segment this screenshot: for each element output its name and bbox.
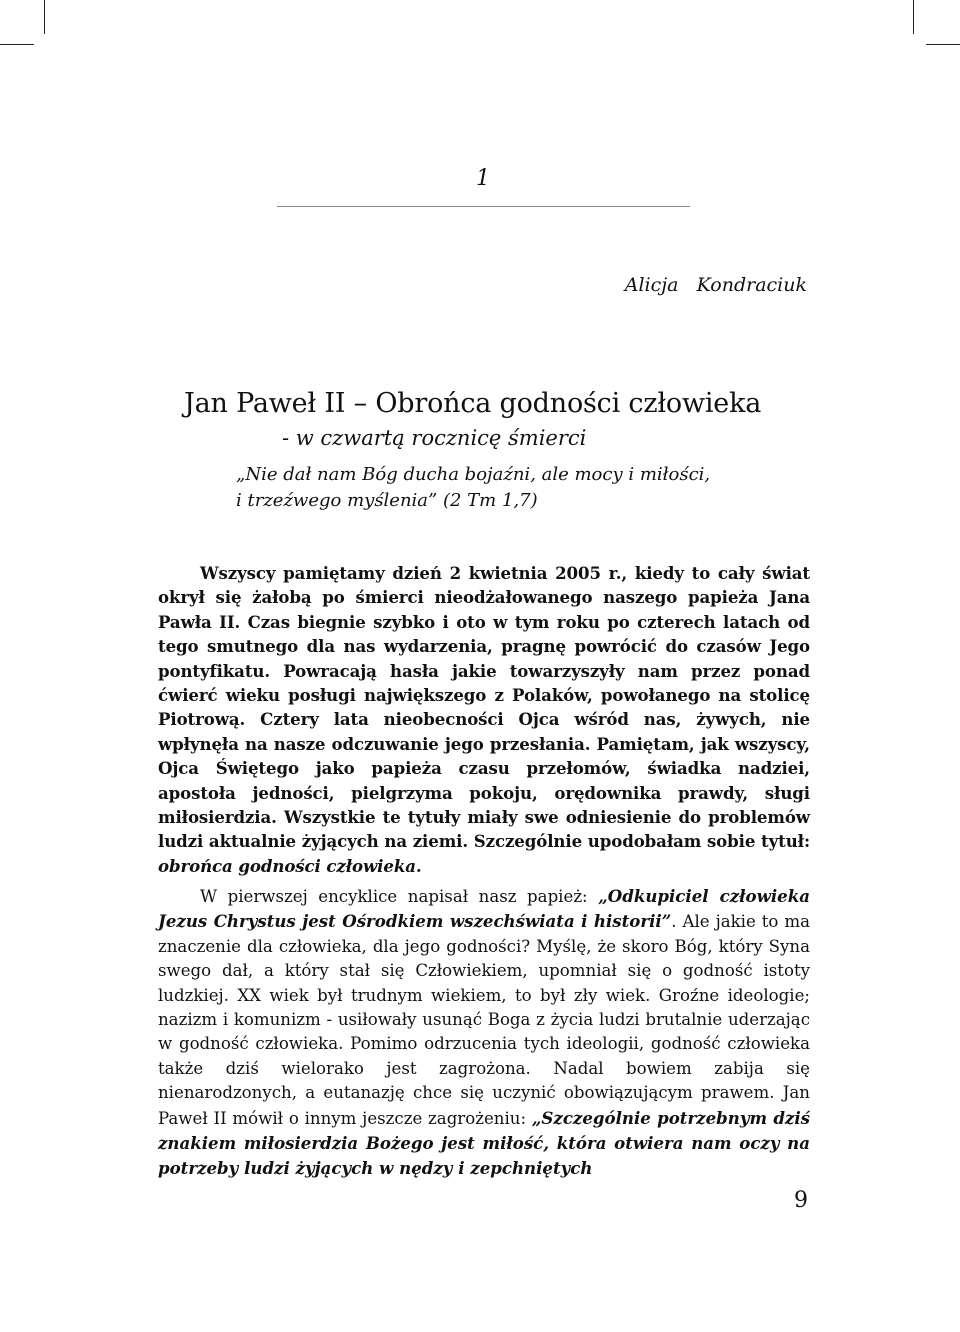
article-subtitle: - w czwartą rocznicę śmierci: [282, 426, 587, 450]
paragraph-2-quote-1: „Odkupiciel człowieka Jezus Chrystus jest Ośrodkiem wszechświata i historii”: [158, 886, 810, 932]
paragraph-1-emphasis: obrońca godności człowieka.: [158, 855, 422, 876]
motto: [236, 462, 736, 514]
paragraph-2: [158, 884, 810, 1182]
crop-mark-top-right-h: [926, 44, 960, 45]
author-name: Alicja Kondraciuk: [624, 274, 807, 296]
paragraph-2-text-a: W pierwszej encyklice napisał nasz papież:: [200, 887, 599, 906]
paragraph-2-quote-2: „Szczególnie potrzebnym dziś znakiem miłosierdzia Bożego jest miłość, która otwiera nam oczy na potrzeby ludzi żyjących w nędzy i zepchniętych: [158, 1107, 810, 1179]
motto-line-2: i trzeźwego myślenia” (2 Tm 1,7): [236, 490, 538, 511]
crop-mark-top-left: [44, 0, 45, 34]
motto-line-1: „Nie dał nam Bóg ducha bojaźni, ale mocy i miłości,: [236, 464, 711, 485]
paragraph-1-text: Wszyscy pamiętamy dzień 2 kwietnia 2005 r., kiedy to cały świat okrył się żałobą po śmierci nieodżałowanego naszego papieża Jana Pawła II. Czas biegnie szybko i oto w tym roku po czterech latach od tego smutnego dla nas wydarzenia, pragnę powrócić do czasów Jego pontyfikatu. Powracają hasła jakie towarzyszyły nam przez ponad ćwierć wieku posługi największego z Polaków, powołanego na stolicę Piotrową. Cztery lata nieobecności Ojca wśród nas, żywych, nie wpłynęła na nasze odczuwanie jego przesłania. Pamiętam, jak wszyscy, Ojca Świętego jako papieża czasu przełomów, świadka nadziei, apostoła jedności, pielgrzyma pokoju, orędownika prawdy, sługi miłosierdzia. Wszystkie te tytuły miały swe odniesienie do problemów ludzi aktualnie żyjących na ziemi. Szczególnie upodobałam sobie tytuł:: [158, 563, 810, 852]
chapter-rule: [277, 206, 690, 207]
paragraph-2-text-b: . Ale jakie to ma znaczenie dla człowieka, dla jego godności? Myślę, że skoro Bóg, który Syna swego dał, a który stał się Człowiekiem, upomniał się o godność istoty ludzkiej. XX wiek był trudnym wiekiem, to był zły wiek. Groźne ideologie; nazizm i komunizm - usiłowały usunąć Boga z życia ludzi brutalnie uderzając w godność człowieka. Pomimo odrzucenia tych ideologii, godność człowieka także dziś wielorako jest zagrożona. Nadal bowiem zabija się nienarodzonych, a eutanazję chce się uczynić obowiązującym prawem. Jan Paweł II mówił o innym jeszcze zagrożeniu:: [158, 912, 810, 1128]
crop-mark-top-left-h: [0, 44, 34, 45]
paragraph-1: [158, 561, 810, 878]
page-number: 9: [794, 1188, 808, 1213]
crop-mark-top-right: [913, 0, 914, 34]
article-title: Jan Paweł II – Obrońca godności człowieka: [184, 388, 762, 419]
chapter-number: 1: [476, 166, 490, 191]
